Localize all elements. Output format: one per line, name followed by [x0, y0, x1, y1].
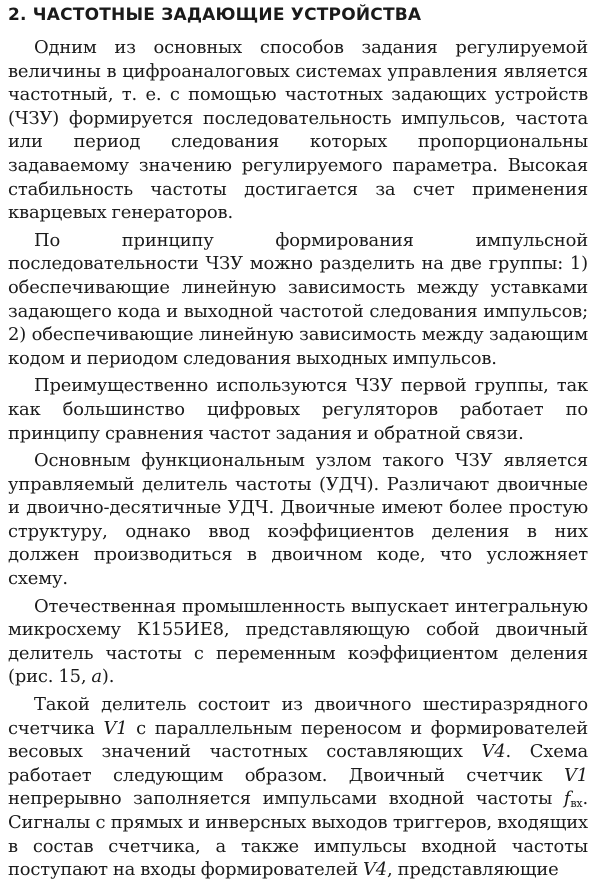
shaper-symbol-v4: V4 — [363, 859, 388, 881]
paragraph-frequency-method: Одним из основных способов задания регулируемой величины в цифроаналоговых системах управления является частотный, т. е. с помощью частотных задающих устройств (ЧЗУ) формируется последовательность импульсов, частота или период следования которых пропорциональны задаваемому значению регулируемого параметра. Высокая стабильность частоты достигается за счет применения кварцевых генераторов. — [8, 37, 588, 224]
section-heading: 2. ЧАСТОТНЫЕ ЗАДАЮЩИЕ УСТРОЙСТВА — [8, 5, 422, 25]
text-segment: с параллельным переносом и формирователей весовых значений частотных составляющих — [8, 717, 588, 763]
paragraph-controlled-divider: Основным функциональным узлом такого ЧЗУ является управляемый делитель частоты (УДЧ). Различают двоичные и двоично-десятичные УДЧ. Двоичные имеют более простую структуру, однако ввод коэффициентов деления в них должен производиться в двоичном коде, что усложняет схему. — [8, 450, 588, 590]
text-segment: . Сигналы с прямых и инверсных выходов триггеров, входящих в состав счетчика, а также импульсы входной частоты поступают на входы формирователей — [8, 788, 588, 881]
shaper-symbol-v4: V4 — [481, 741, 506, 763]
paragraph-two-groups: По принципу формирования импульсной последовательности ЧЗУ можно разделить на две группы: 1) обеспечивающие линейную зависимость между уставками задающего кода и выходной частотой следования импульсов; 2) обеспечивающие линейную зависимость между задающим кодом и периодом следования выходных импульсов. — [8, 229, 588, 369]
text-segment: , представляющие — [387, 859, 559, 881]
text-segment: Такой делитель состоит из двоичного шестиразрядного счетчика — [8, 694, 588, 739]
paragraph-first-group: Преимущественно используются ЧЗУ первой группы, так как большинство цифровых регуляторов работает по принципу сравнения частот задания и обратной связи. — [8, 375, 588, 444]
paragraph-k155ie8-text: Отечественная промышленность выпускает интегральную микросхему К155ИЕ8, представляющую собой двоичный делитель частоты с переменным коэффициентом деления (рис. 15, — [8, 595, 588, 688]
figure-reference-letter: а — [91, 666, 102, 688]
text-segment: непрерывно заполняется импульсами входной частоты — [8, 788, 564, 810]
counter-symbol-v1: V1 — [103, 717, 128, 739]
counter-symbol-v1: V1 — [563, 764, 588, 786]
input-frequency-subscript: вх — [570, 797, 583, 811]
paragraph-k155ie8-end: ). — [101, 666, 115, 688]
paragraph-k155ie8 — [8, 595, 588, 689]
input-frequency-symbol: f — [563, 788, 571, 810]
paragraph-divider-operation — [8, 693, 588, 882]
text-segment: . Схема работает следующим образом. Двоичный счетчик — [8, 741, 588, 786]
